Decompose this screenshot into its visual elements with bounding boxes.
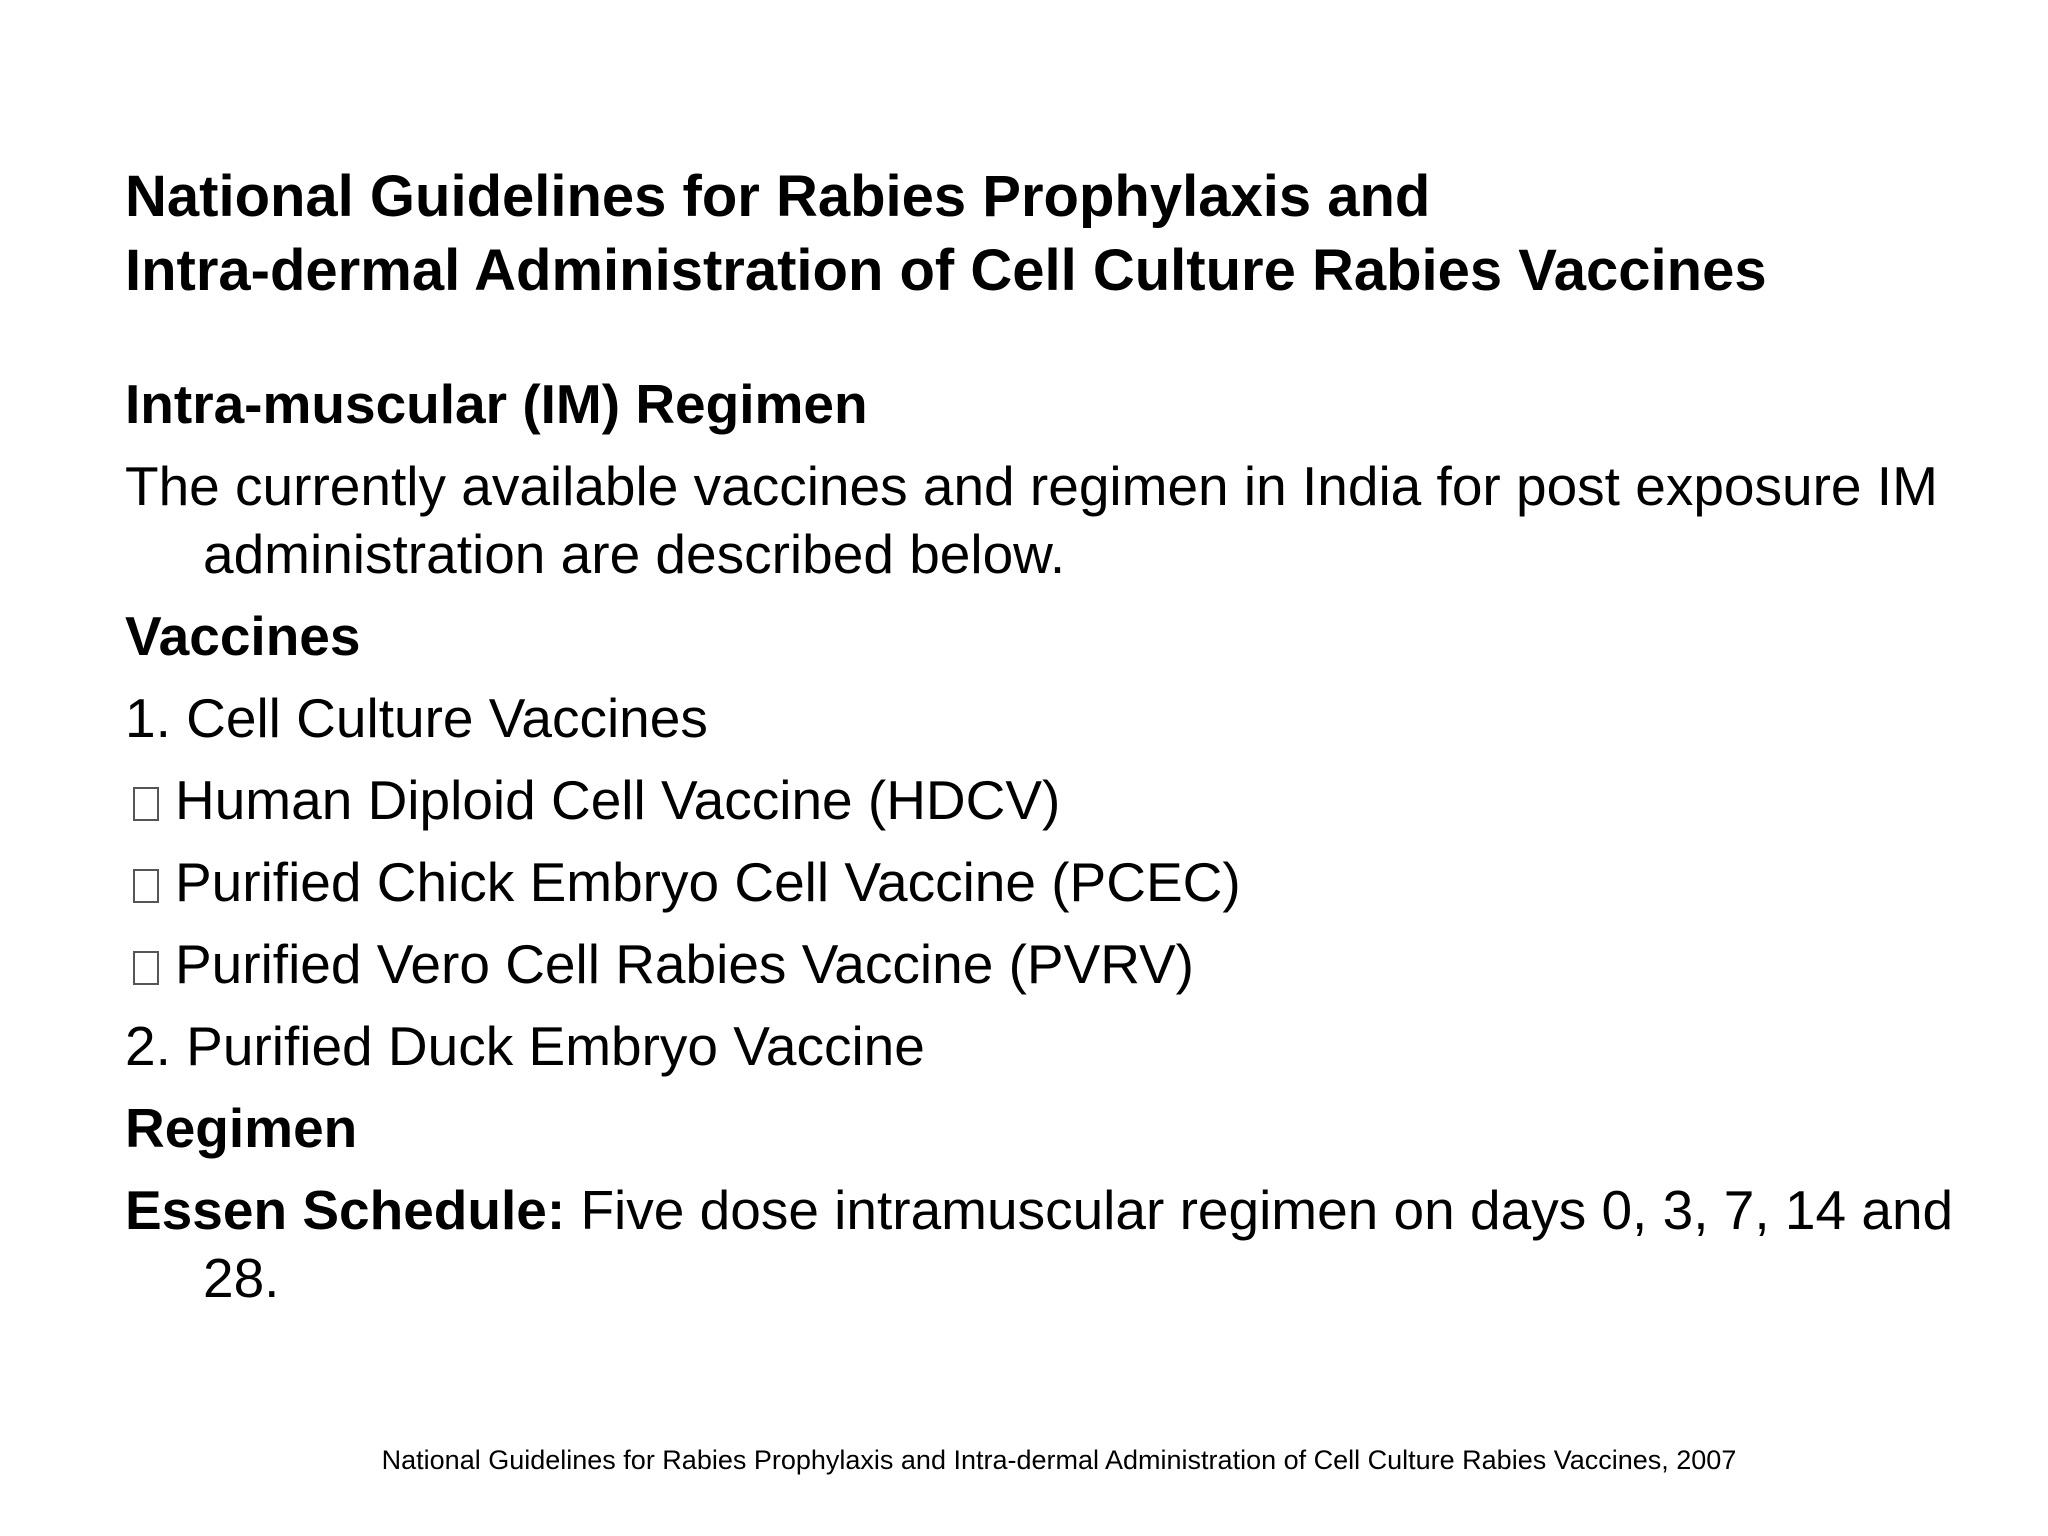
essen-schedule	[125, 1176, 1965, 1312]
vaccines-heading: Vaccines	[125, 605, 361, 667]
page-title	[125, 160, 1985, 308]
vaccine-sub-item	[125, 848, 1965, 916]
vaccine-sub-item	[125, 766, 1965, 834]
vaccine-sub-item	[125, 930, 1965, 998]
essen-schedule-label: Essen Schedule:	[125, 1179, 566, 1241]
title-line-2: Intra-dermal Administration of Cell Culture Rabies Vaccines	[125, 238, 1767, 303]
vaccine-sub-item-label: Purified Vero Cell Rabies Vaccine (PVRV)	[175, 933, 1194, 995]
vaccine-item-1: 1. Cell Culture Vaccines	[125, 687, 708, 749]
regimen-heading: Regimen	[125, 1097, 358, 1159]
footer-citation: National Guidelines for Rabies Prophylaxis and Intra-dermal Administration of Cell Culture Rabies Vaccines, 2007	[381, 1445, 1737, 1475]
section-heading: Intra-muscular (IM) Regimen	[125, 373, 868, 435]
slide-body	[125, 370, 1965, 1312]
missing-glyph-bullet-icon	[133, 951, 159, 985]
vaccine-sub-item-label: Purified Chick Embryo Cell Vaccine (PCEC)	[175, 851, 1241, 913]
essen-schedule-text: Five dose intramuscular regimen on days 0, 3, 7, 14 and 28.	[203, 1179, 1954, 1309]
intro-paragraph: The currently available vaccines and regimen in India for post exposure IM administration are described below.	[125, 455, 1938, 585]
missing-glyph-bullet-icon	[133, 869, 159, 903]
vaccine-item-2: 2. Purified Duck Embryo Vaccine	[125, 1015, 925, 1077]
vaccine-sub-item-label: Human Diploid Cell Vaccine (HDCV)	[175, 769, 1061, 831]
title-line-1: National Guidelines for Rabies Prophylaxis and	[125, 164, 1431, 229]
missing-glyph-bullet-icon	[133, 787, 159, 821]
